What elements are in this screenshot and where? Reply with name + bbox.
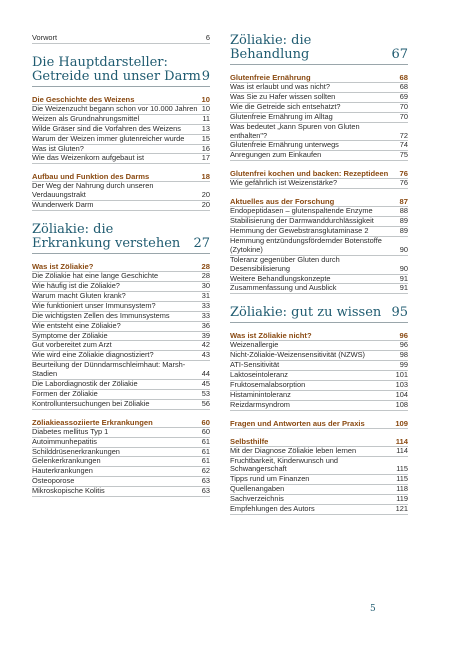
toc-row-title: Empfehlungen des Autors: [230, 504, 315, 514]
toc-chapter-page: 9: [201, 68, 210, 84]
toc-row-page: 15: [201, 133, 210, 143]
toc-row-page: 33: [201, 310, 210, 320]
toc-row-page: 91: [399, 273, 408, 283]
toc-row-page: 115: [396, 474, 408, 484]
toc-row: [230, 505, 408, 515]
toc-row: [230, 284, 408, 294]
toc-row-page: 61: [201, 436, 210, 446]
toc-chapter-title: Zöliakie: die Behandlung: [230, 33, 312, 62]
toc-row-title: Hemmung entzündungsfördernder Botenstoffe (Zytokine): [230, 235, 382, 254]
toc-row-title: Hemmung der Gewebstransglutaminase 2: [230, 225, 369, 235]
toc-row-page: 104: [395, 389, 408, 399]
toc-row: [230, 179, 408, 189]
toc-row-title: Wilde Gräser sind die Vorfahren des Weizens: [32, 123, 181, 133]
toc-row-title: Beurteilung der Dünndarmschleimhaut: Marsh-Stadien: [32, 360, 186, 379]
toc-row-page: 68: [399, 82, 408, 91]
toc-section-page: 109: [395, 418, 408, 428]
toc-row-title: Wie wird eine Zöliakie diagnostiziert?: [32, 350, 154, 360]
toc-row-page: 89: [399, 225, 408, 235]
toc-row-page: 98: [399, 350, 408, 360]
toc-chapter: [32, 223, 210, 254]
toc-row-title: Osteoporose: [32, 476, 75, 486]
toc-row: [230, 401, 408, 411]
toc-section-title: Aktuelles aus der Forschung: [230, 197, 335, 207]
toc-row-page: 11: [202, 113, 210, 123]
toc-row-title: Formen der Zöliakie: [32, 388, 98, 398]
toc-chapter-page: 67: [391, 47, 408, 62]
toc-row-page: 44: [201, 369, 210, 379]
toc-row-page: 89: [399, 216, 408, 226]
toc-row-page: 91: [399, 283, 408, 293]
toc-row-page: 90: [399, 263, 408, 273]
toc-row-title: Toleranz gegenüber Gluten durch Desensibilisierung: [230, 254, 340, 273]
toc-row-title: Mit der Diagnose Zöliakie leben lernen: [230, 445, 357, 455]
toc-row-title: Wie das Weizenkorn aufgebaut ist: [32, 153, 145, 163]
toc-row-page: 70: [399, 101, 408, 111]
toc-row-title: Die Labordiagnostik der Zöliakie: [32, 379, 138, 389]
toc-row-title: Wie funktioniert unser Immunsystem?: [32, 300, 156, 310]
toc-row-title: Wie entsteht eine Zöliakie?: [32, 320, 121, 330]
toc-row-page: 62: [201, 466, 210, 476]
toc-section-page: 114: [395, 436, 408, 446]
toc-row-title: Stabilisierung der Darmwanddurchlässigkeit: [230, 216, 374, 226]
toc-section-page: 18: [201, 172, 210, 182]
toc-row-page: 99: [399, 360, 408, 370]
toc-row-title: Mikroskopische Kolitis: [32, 486, 105, 496]
toc-row-page: 42: [201, 340, 210, 350]
toc-row-title: Laktoseintoleranz: [230, 370, 288, 380]
toc-row: [230, 123, 408, 142]
toc-section-page: 96: [399, 331, 408, 341]
toc-row-title: Sachverzeichnis: [230, 494, 284, 504]
toc-row-title: Was ist Gluten?: [32, 143, 84, 153]
toc-section-page: 68: [399, 73, 408, 82]
toc-row-page: 101: [395, 370, 408, 380]
toc-row-page: 61: [201, 446, 210, 456]
toc-column-right: [230, 34, 408, 515]
toc-row: [230, 457, 408, 476]
toc-row-title: Nicht-Zöliakie-Weizensensitivität (NZWS): [230, 350, 365, 360]
toc-chapter: [230, 306, 408, 323]
toc-row: [230, 256, 408, 275]
toc-row-page: 56: [201, 398, 210, 408]
toc-row-page: 13: [201, 123, 210, 133]
toc-row-title: Autoimmunhepatitis: [32, 436, 97, 446]
toc-row-title: Weizenallergie: [230, 340, 279, 350]
toc-section-page: 60: [201, 417, 210, 427]
toc-row-title: Was bedeutet „kann Spuren von Gluten enthalten"?: [230, 121, 360, 140]
toc-row-title: Wie häufig ist die Zöliakie?: [32, 280, 120, 290]
toc-section-title: Glutenfreie Ernährung: [230, 73, 311, 82]
toc-row-title: Histaminintoleranz: [230, 389, 291, 399]
toc-row-page: 30: [201, 280, 210, 290]
toc-row-title: ATI-Sensitivität: [230, 360, 280, 370]
toc-row-title: Hauterkrankungen: [32, 466, 93, 476]
toc-row-title: Vorwort: [32, 33, 58, 42]
toc-row-page: 63: [201, 476, 210, 486]
toc-row-page: 114: [396, 445, 408, 455]
toc-section-page: 28: [201, 262, 210, 272]
toc-row-page: 39: [201, 330, 210, 340]
toc-row-page: 63: [201, 486, 210, 496]
toc-row-page: 20: [201, 190, 210, 200]
toc-row-title: Was ist erlaubt und was nicht?: [230, 82, 330, 91]
toc-row-title: Schilddrüsenerkrankungen: [32, 446, 120, 456]
toc-row-title: Die Zöliakie hat eine lange Geschichte: [32, 271, 159, 281]
toc-row-title: Der Weg der Nahrung durch unseren Verdauungstrakt: [32, 181, 154, 200]
toc-row: [32, 201, 210, 211]
toc-chapter: [32, 56, 210, 87]
toc-row-page: 20: [201, 200, 210, 210]
toc-row-page: 31: [201, 290, 210, 300]
toc-section-title: Aufbau und Funktion des Darms: [32, 172, 150, 182]
toc-row-page: 121: [395, 504, 408, 514]
toc-row: [32, 154, 210, 164]
toc-section-title: Glutenfrei kochen und backen: Rezeptideen: [230, 169, 389, 179]
toc-row-title: Glutenfreie Ernährung unterwegs: [230, 140, 339, 150]
toc-row-title: Gut vorbereitet zum Arzt: [32, 340, 112, 350]
toc-section-title: Selbsthilfe: [230, 436, 269, 446]
toc-section-title: Fragen und Antworten aus der Praxis: [230, 418, 365, 428]
toc-row-page: 16: [201, 143, 210, 153]
toc-row-page: 74: [399, 140, 408, 150]
toc-row-page: 60: [201, 426, 210, 436]
toc-section-page: 76: [399, 169, 408, 179]
toc-section-page: 10: [201, 94, 210, 104]
toc-row-title: Wie gefährlich ist Weizenstärke?: [230, 178, 338, 188]
toc-chapter-title: Die Hauptdarsteller: Getreide und unser Darm: [32, 54, 201, 84]
toc-row-page: 69: [399, 91, 408, 101]
toc-row-page: 53: [201, 388, 210, 398]
toc-row-title: Tipps rund um Finanzen: [230, 474, 310, 484]
toc-row-title: Fruktosemalabsorption: [230, 379, 306, 389]
toc-chapter-title: Zöliakie: gut zu wissen: [230, 305, 382, 321]
toc-section-title: Die Geschichte des Weizens: [32, 94, 135, 104]
toc-section: [230, 419, 408, 429]
toc-row: [230, 237, 408, 256]
toc-row-page: 118: [396, 484, 408, 494]
toc-row-page: 45: [201, 379, 210, 389]
toc-section-page: 87: [399, 197, 408, 207]
toc-row-title: Gelenkerkrankungen: [32, 456, 101, 466]
toc-row-title: Symptome der Zöliakie: [32, 330, 108, 340]
toc-row: [32, 487, 210, 497]
toc-row-page: 10: [201, 103, 210, 113]
toc-row-title: Quellenangaben: [230, 484, 285, 494]
page-number: 5: [370, 604, 376, 614]
toc-row-page: 70: [399, 111, 408, 121]
toc-row-page: 17: [201, 153, 210, 163]
toc-row: [32, 182, 210, 201]
toc-chapter-page: 95: [391, 305, 408, 321]
toc-row-page: 36: [201, 320, 210, 330]
toc-row-title: Fruchtbarkeit, Kinderwunsch und Schwangerschaft: [230, 455, 339, 474]
toc-row-title: Reizdarmsyndrom: [230, 399, 290, 409]
toc-row-page: 108: [395, 399, 408, 409]
toc-row-page: 115: [396, 464, 408, 474]
toc-row-page: 75: [399, 150, 408, 160]
toc-row-title: Anregungen zum Einkaufen: [230, 150, 322, 160]
toc-column-left: [32, 34, 210, 497]
toc-section-title: Was ist Zöliakie nicht?: [230, 331, 312, 341]
toc-chapter-title: Zöliakie: die Erkrankung verstehen: [32, 222, 181, 252]
toc-row-page: 76: [399, 178, 408, 188]
toc-row-page: 72: [399, 130, 408, 140]
toc-row: [32, 322, 210, 332]
toc-row-page: 61: [201, 456, 210, 466]
toc-row: [32, 361, 210, 380]
toc-row-page: 33: [201, 300, 210, 310]
toc-row-title: Kontrolluntersuchungen bei Zöliakie: [32, 398, 150, 408]
toc-row-title: Wie die Getreide sich entsehatzt?: [230, 101, 341, 111]
toc-row-page: 28: [201, 271, 210, 281]
toc-row-title: Endopeptidasen – glutenspaltende Enzyme: [230, 206, 373, 216]
toc-row-title: Weizen als Grundnahrungsmittel: [32, 113, 140, 123]
toc-row-title: Weitere Behandlungskonzepte: [230, 273, 331, 283]
toc-row: [32, 400, 210, 410]
toc-row-title: Wunderwerk Darm: [32, 200, 94, 210]
toc-row-title: Die wichtigsten Zellen des Immunsystems: [32, 310, 170, 320]
toc-section-title: Zöliakieassoziierte Erkrankungen: [32, 417, 153, 427]
toc-chapter-page: 27: [193, 236, 210, 252]
toc-row-title: Zusammenfassung und Ausblick: [230, 283, 337, 293]
toc-row-page: 103: [395, 379, 408, 389]
toc-row-title: Diabetes mellitus Typ 1: [32, 426, 109, 436]
toc-row-page: 6: [205, 33, 210, 42]
toc-row-title: Die Weizenzucht begann schon vor 10.000 Jahren: [32, 103, 198, 113]
toc-row-page: 43: [201, 350, 210, 360]
toc-row: [230, 151, 408, 161]
toc-section-title: Was ist Zöliakie?: [32, 262, 94, 272]
toc-row-page: 96: [399, 340, 408, 350]
toc-row-page: 88: [399, 206, 408, 216]
toc-row-page: 119: [396, 494, 408, 504]
toc-chapter: [230, 34, 408, 65]
toc-row-title: Was Sie zu Hafer wissen sollten: [230, 91, 336, 101]
toc-row-page: 90: [399, 244, 408, 254]
toc-row-title: Glutenfreie Ernährung im Alltag: [230, 111, 333, 121]
toc-row-title: Warum macht Gluten krank?: [32, 290, 126, 300]
toc-row-title: Warum der Weizen immer glutenreicher wurde: [32, 133, 185, 143]
toc-row: [32, 34, 210, 44]
